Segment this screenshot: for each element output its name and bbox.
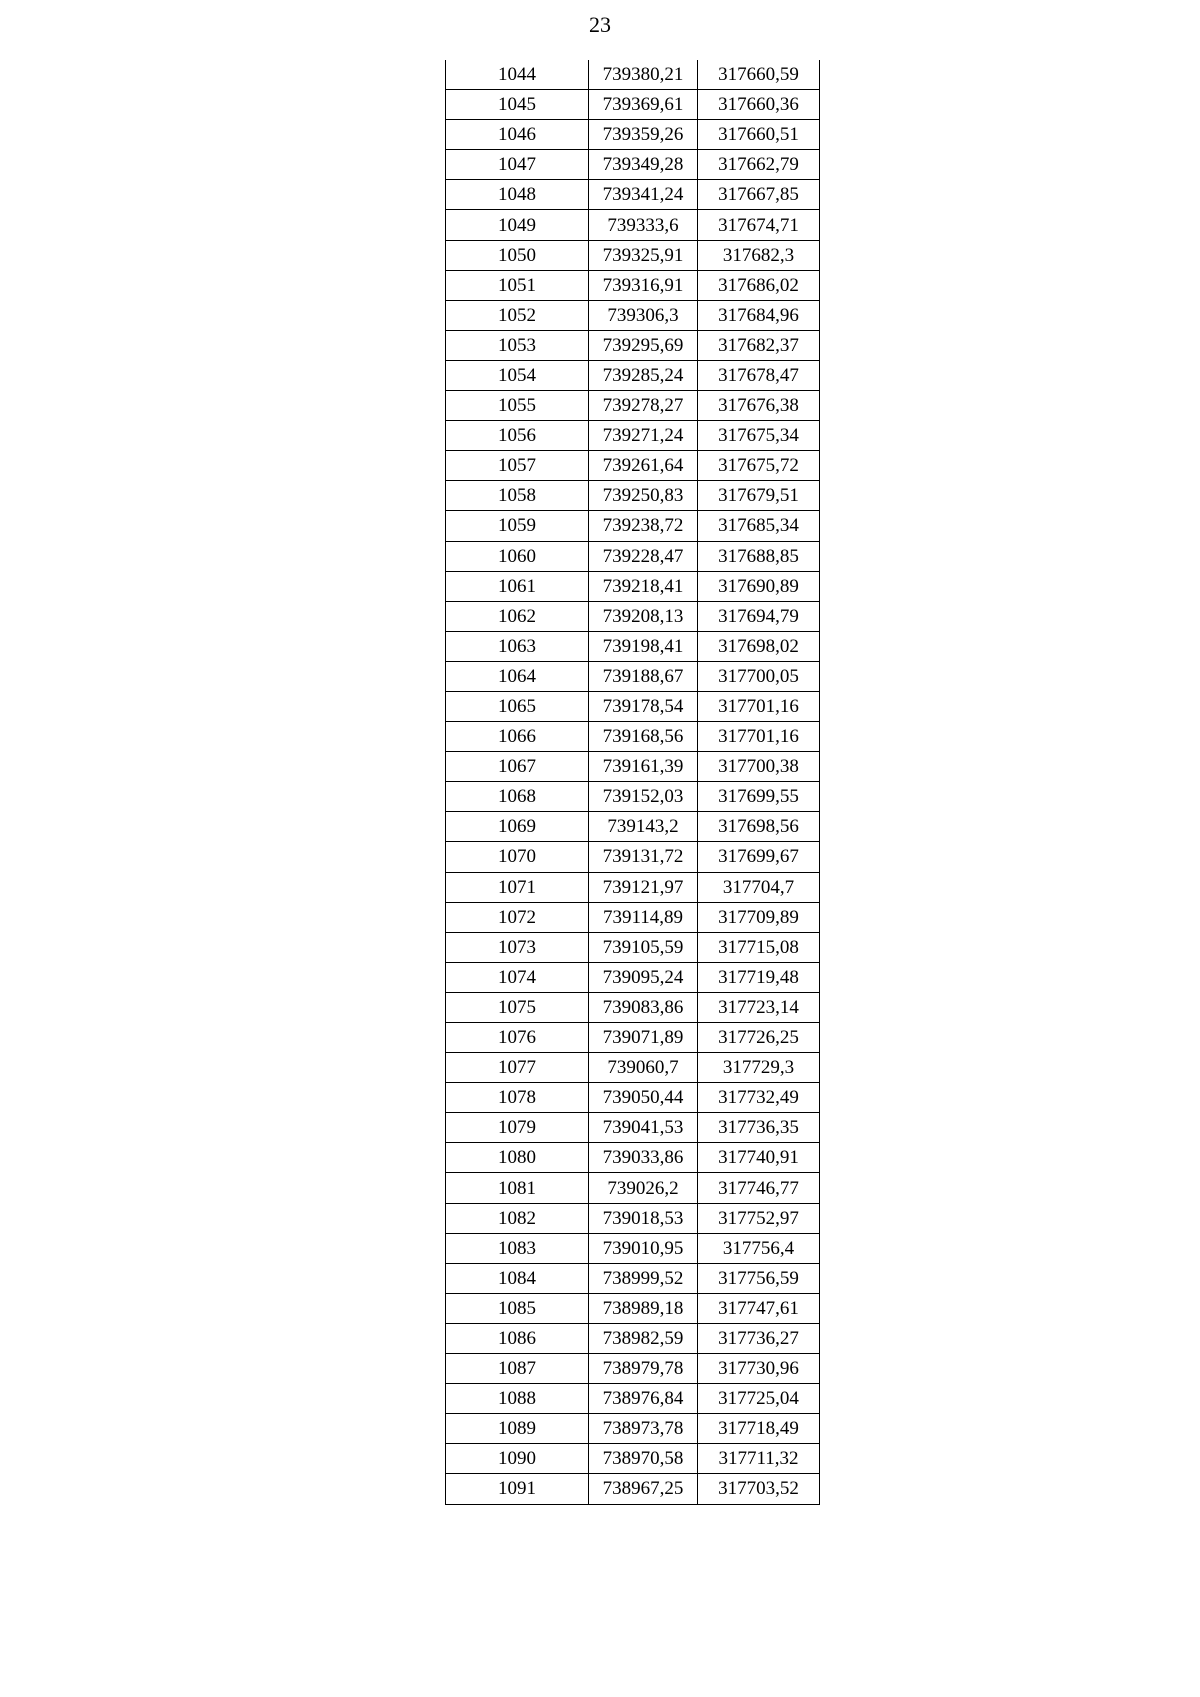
x-coordinate-cell: 739369,61 <box>589 90 698 120</box>
point-number-cell: 1054 <box>446 360 589 390</box>
y-coordinate-cell: 317740,91 <box>698 1143 820 1173</box>
y-coordinate-cell: 317711,32 <box>698 1444 820 1474</box>
table-row <box>446 300 820 330</box>
x-coordinate-cell: 739250,83 <box>589 481 698 511</box>
y-coordinate-cell: 317698,02 <box>698 631 820 661</box>
y-coordinate-cell: 317736,27 <box>698 1323 820 1353</box>
point-number-cell: 1090 <box>446 1444 589 1474</box>
y-coordinate-cell: 317719,48 <box>698 962 820 992</box>
point-number-cell: 1081 <box>446 1173 589 1203</box>
point-number-cell: 1055 <box>446 391 589 421</box>
point-number-cell: 1088 <box>446 1384 589 1414</box>
table-row <box>446 1293 820 1323</box>
x-coordinate-cell: 739114,89 <box>589 902 698 932</box>
table-row <box>446 1143 820 1173</box>
y-coordinate-cell: 317676,38 <box>698 391 820 421</box>
point-number-cell: 1052 <box>446 300 589 330</box>
table-row <box>446 481 820 511</box>
y-coordinate-cell: 317715,08 <box>698 932 820 962</box>
table-row <box>446 180 820 210</box>
x-coordinate-cell: 738982,59 <box>589 1323 698 1353</box>
y-coordinate-cell: 317699,55 <box>698 782 820 812</box>
y-coordinate-cell: 317675,72 <box>698 451 820 481</box>
point-number-cell: 1048 <box>446 180 589 210</box>
table-row <box>446 812 820 842</box>
table-row <box>446 902 820 932</box>
x-coordinate-cell: 738976,84 <box>589 1384 698 1414</box>
table-row <box>446 391 820 421</box>
table-row <box>446 90 820 120</box>
table-row <box>446 1173 820 1203</box>
x-coordinate-cell: 738967,25 <box>589 1474 698 1504</box>
y-coordinate-cell: 317732,49 <box>698 1083 820 1113</box>
y-coordinate-cell: 317756,4 <box>698 1233 820 1263</box>
x-coordinate-cell: 739188,67 <box>589 661 698 691</box>
x-coordinate-cell: 738970,58 <box>589 1444 698 1474</box>
y-coordinate-cell: 317682,3 <box>698 240 820 270</box>
y-coordinate-cell: 317703,52 <box>698 1474 820 1504</box>
y-coordinate-cell: 317699,67 <box>698 842 820 872</box>
point-number-cell: 1057 <box>446 451 589 481</box>
table-row <box>446 661 820 691</box>
x-coordinate-cell: 739285,24 <box>589 360 698 390</box>
table-row <box>446 631 820 661</box>
x-coordinate-cell: 739010,95 <box>589 1233 698 1263</box>
y-coordinate-cell: 317660,59 <box>698 60 820 90</box>
table-row <box>446 1113 820 1143</box>
table-row <box>446 872 820 902</box>
point-number-cell: 1065 <box>446 691 589 721</box>
table-row <box>446 932 820 962</box>
y-coordinate-cell: 317674,71 <box>698 210 820 240</box>
point-number-cell: 1083 <box>446 1233 589 1263</box>
x-coordinate-cell: 739071,89 <box>589 1023 698 1053</box>
x-coordinate-cell: 739261,64 <box>589 451 698 481</box>
y-coordinate-cell: 317730,96 <box>698 1354 820 1384</box>
y-coordinate-cell: 317736,35 <box>698 1113 820 1143</box>
point-number-cell: 1069 <box>446 812 589 842</box>
y-coordinate-cell: 317682,37 <box>698 330 820 360</box>
x-coordinate-cell: 739359,26 <box>589 120 698 150</box>
table-row <box>446 842 820 872</box>
point-number-cell: 1045 <box>446 90 589 120</box>
table-row <box>446 60 820 90</box>
x-coordinate-cell: 739316,91 <box>589 270 698 300</box>
x-coordinate-cell: 739105,59 <box>589 932 698 962</box>
table-row <box>446 1203 820 1233</box>
x-coordinate-cell: 739060,7 <box>589 1053 698 1083</box>
point-number-cell: 1053 <box>446 330 589 360</box>
x-coordinate-cell: 739333,6 <box>589 210 698 240</box>
x-coordinate-cell: 739026,2 <box>589 1173 698 1203</box>
point-number-cell: 1061 <box>446 571 589 601</box>
x-coordinate-cell: 739208,13 <box>589 601 698 631</box>
point-number-cell: 1068 <box>446 782 589 812</box>
point-number-cell: 1082 <box>446 1203 589 1233</box>
y-coordinate-cell: 317704,7 <box>698 872 820 902</box>
y-coordinate-cell: 317667,85 <box>698 180 820 210</box>
point-number-cell: 1074 <box>446 962 589 992</box>
x-coordinate-cell: 739018,53 <box>589 1203 698 1233</box>
y-coordinate-cell: 317756,59 <box>698 1263 820 1293</box>
y-coordinate-cell: 317700,05 <box>698 661 820 691</box>
x-coordinate-cell: 739238,72 <box>589 511 698 541</box>
y-coordinate-cell: 317726,25 <box>698 1023 820 1053</box>
table-row <box>446 1023 820 1053</box>
y-coordinate-cell: 317701,16 <box>698 691 820 721</box>
y-coordinate-cell: 317729,3 <box>698 1053 820 1083</box>
x-coordinate-cell: 739121,97 <box>589 872 698 902</box>
y-coordinate-cell: 317678,47 <box>698 360 820 390</box>
point-number-cell: 1063 <box>446 631 589 661</box>
x-coordinate-cell: 739152,03 <box>589 782 698 812</box>
table-row <box>446 601 820 631</box>
y-coordinate-cell: 317718,49 <box>698 1414 820 1444</box>
coordinates-table-body <box>446 60 820 1504</box>
point-number-cell: 1079 <box>446 1113 589 1143</box>
table-row <box>446 782 820 812</box>
point-number-cell: 1058 <box>446 481 589 511</box>
point-number-cell: 1056 <box>446 421 589 451</box>
point-number-cell: 1067 <box>446 752 589 782</box>
y-coordinate-cell: 317685,34 <box>698 511 820 541</box>
point-number-cell: 1071 <box>446 872 589 902</box>
y-coordinate-cell: 317660,51 <box>698 120 820 150</box>
table-row <box>446 451 820 481</box>
point-number-cell: 1091 <box>446 1474 589 1504</box>
table-row <box>446 330 820 360</box>
table-row <box>446 1444 820 1474</box>
table-row <box>446 270 820 300</box>
x-coordinate-cell: 739033,86 <box>589 1143 698 1173</box>
x-coordinate-cell: 739306,3 <box>589 300 698 330</box>
y-coordinate-cell: 317684,96 <box>698 300 820 330</box>
x-coordinate-cell: 739168,56 <box>589 722 698 752</box>
y-coordinate-cell: 317690,89 <box>698 571 820 601</box>
y-coordinate-cell: 317700,38 <box>698 752 820 782</box>
point-number-cell: 1062 <box>446 601 589 631</box>
table-row <box>446 120 820 150</box>
table-row <box>446 240 820 270</box>
table-row <box>446 1474 820 1504</box>
y-coordinate-cell: 317694,79 <box>698 601 820 631</box>
point-number-cell: 1072 <box>446 902 589 932</box>
point-number-cell: 1046 <box>446 120 589 150</box>
page-number: 23 <box>589 12 611 37</box>
x-coordinate-cell: 739278,27 <box>589 391 698 421</box>
point-number-cell: 1060 <box>446 541 589 571</box>
x-coordinate-cell: 739325,91 <box>589 240 698 270</box>
y-coordinate-cell: 317698,56 <box>698 812 820 842</box>
x-coordinate-cell: 739041,53 <box>589 1113 698 1143</box>
point-number-cell: 1078 <box>446 1083 589 1113</box>
y-coordinate-cell: 317723,14 <box>698 992 820 1022</box>
y-coordinate-cell: 317747,61 <box>698 1293 820 1323</box>
point-number-cell: 1044 <box>446 60 589 90</box>
y-coordinate-cell: 317662,79 <box>698 150 820 180</box>
table-row <box>446 421 820 451</box>
point-number-cell: 1076 <box>446 1023 589 1053</box>
table-row <box>446 962 820 992</box>
x-coordinate-cell: 739380,21 <box>589 60 698 90</box>
x-coordinate-cell: 739271,24 <box>589 421 698 451</box>
table-row <box>446 150 820 180</box>
y-coordinate-cell: 317686,02 <box>698 270 820 300</box>
point-number-cell: 1059 <box>446 511 589 541</box>
y-coordinate-cell: 317701,16 <box>698 722 820 752</box>
y-coordinate-cell: 317660,36 <box>698 90 820 120</box>
point-number-cell: 1087 <box>446 1354 589 1384</box>
table-row <box>446 992 820 1022</box>
x-coordinate-cell: 739083,86 <box>589 992 698 1022</box>
table-row <box>446 752 820 782</box>
x-coordinate-cell: 739198,41 <box>589 631 698 661</box>
table-row <box>446 722 820 752</box>
y-coordinate-cell: 317675,34 <box>698 421 820 451</box>
table-row <box>446 1083 820 1113</box>
point-number-cell: 1086 <box>446 1323 589 1353</box>
y-coordinate-cell: 317679,51 <box>698 481 820 511</box>
point-number-cell: 1085 <box>446 1293 589 1323</box>
x-coordinate-cell: 738999,52 <box>589 1263 698 1293</box>
coordinates-table <box>445 60 820 1505</box>
x-coordinate-cell: 739178,54 <box>589 691 698 721</box>
y-coordinate-cell: 317709,89 <box>698 902 820 932</box>
y-coordinate-cell: 317746,77 <box>698 1173 820 1203</box>
point-number-cell: 1047 <box>446 150 589 180</box>
point-number-cell: 1070 <box>446 842 589 872</box>
table-row <box>446 1354 820 1384</box>
point-number-cell: 1089 <box>446 1414 589 1444</box>
x-coordinate-cell: 739228,47 <box>589 541 698 571</box>
table-row <box>446 511 820 541</box>
x-coordinate-cell: 739218,41 <box>589 571 698 601</box>
table-row <box>446 360 820 390</box>
table-row <box>446 571 820 601</box>
point-number-cell: 1049 <box>446 210 589 240</box>
point-number-cell: 1050 <box>446 240 589 270</box>
y-coordinate-cell: 317688,85 <box>698 541 820 571</box>
x-coordinate-cell: 739349,28 <box>589 150 698 180</box>
point-number-cell: 1075 <box>446 992 589 1022</box>
point-number-cell: 1080 <box>446 1143 589 1173</box>
x-coordinate-cell: 739131,72 <box>589 842 698 872</box>
point-number-cell: 1077 <box>446 1053 589 1083</box>
x-coordinate-cell: 739143,2 <box>589 812 698 842</box>
table-row <box>446 1233 820 1263</box>
table-row <box>446 1323 820 1353</box>
table-row <box>446 691 820 721</box>
x-coordinate-cell: 739050,44 <box>589 1083 698 1113</box>
table-row <box>446 1263 820 1293</box>
x-coordinate-cell: 739341,24 <box>589 180 698 210</box>
table-row <box>446 1384 820 1414</box>
x-coordinate-cell: 738979,78 <box>589 1354 698 1384</box>
point-number-cell: 1051 <box>446 270 589 300</box>
table-row <box>446 1414 820 1444</box>
point-number-cell: 1084 <box>446 1263 589 1293</box>
point-number-cell: 1073 <box>446 932 589 962</box>
y-coordinate-cell: 317725,04 <box>698 1384 820 1414</box>
x-coordinate-cell: 738989,18 <box>589 1293 698 1323</box>
point-number-cell: 1064 <box>446 661 589 691</box>
x-coordinate-cell: 739295,69 <box>589 330 698 360</box>
x-coordinate-cell: 739095,24 <box>589 962 698 992</box>
y-coordinate-cell: 317752,97 <box>698 1203 820 1233</box>
table-row <box>446 1053 820 1083</box>
x-coordinate-cell: 738973,78 <box>589 1414 698 1444</box>
table-row <box>446 541 820 571</box>
table-row <box>446 210 820 240</box>
point-number-cell: 1066 <box>446 722 589 752</box>
x-coordinate-cell: 739161,39 <box>589 752 698 782</box>
